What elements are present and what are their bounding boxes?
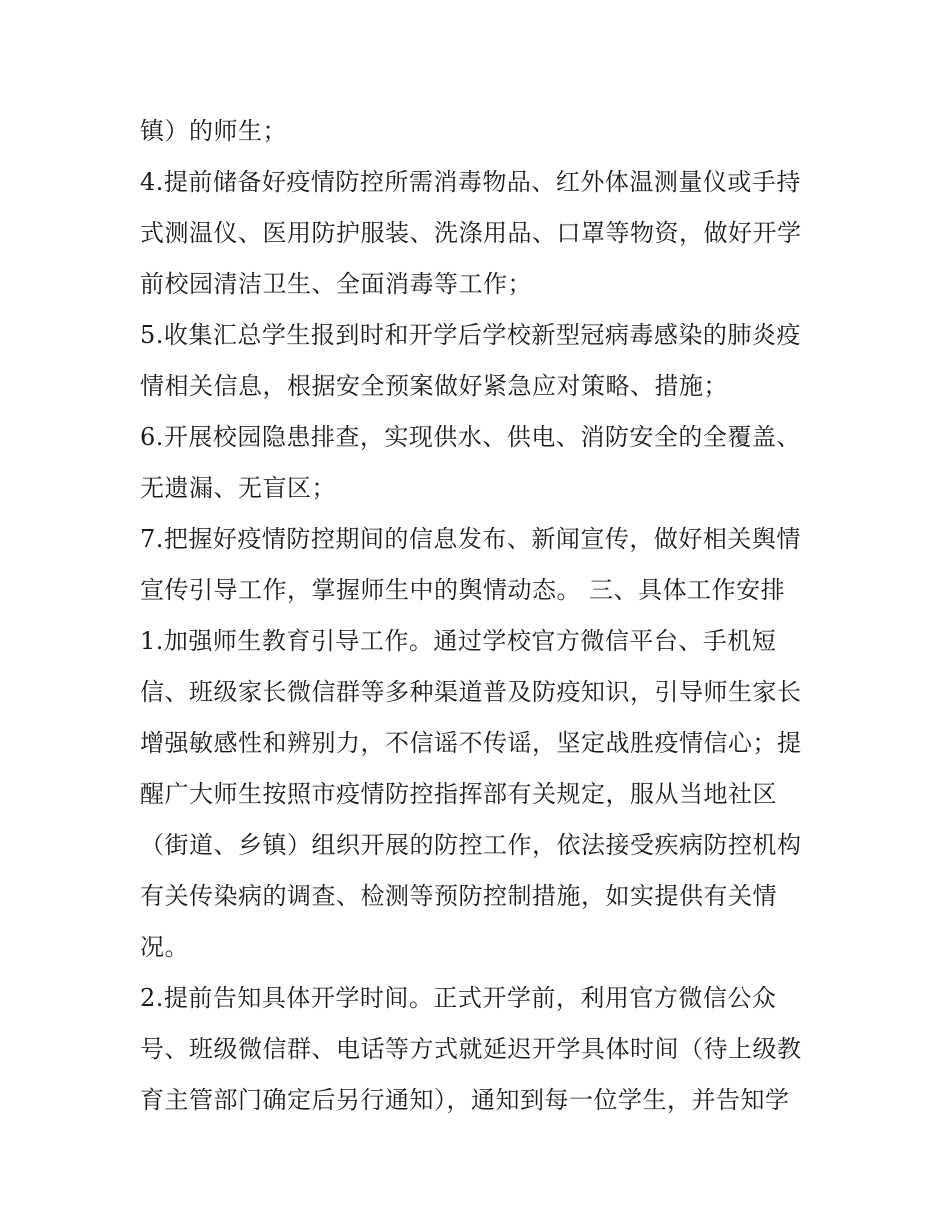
text-line: 况。 (140, 933, 189, 961)
text-line: 式测温仪、医用防护服装、洗涤用品、口罩等物资，做好开学 (140, 219, 802, 247)
text-line: 宣传引导工作，掌握师生中的舆情动态。 三、具体工作安排 (140, 576, 786, 604)
text-line: 信、班级家长微信群等多种渠道普及防疫知识，引导师生家长 (140, 678, 802, 706)
text-line: 2.提前告知具体开学时间。正式开学前，利用官方微信公众 (140, 984, 777, 1012)
text-line: 7.把握好疫情防控期间的信息发布、新闻宣传，做好相关舆情 (140, 525, 801, 553)
text-line: 情相关信息，根据安全预案做好紧急应对策略、措施； (140, 372, 728, 400)
text-line: 育主管部门确定后另行通知），通知到每一位学生，并告知学 (140, 1086, 790, 1114)
document-body (140, 106, 820, 1126)
text-line: 6.开展校园隐患排查，实现供水、供电、消防安全的全覆盖、 (140, 423, 801, 451)
text-line: 4.提前储备好疫情防控所需消毒物品、红外体温测量仪或手持 (140, 168, 801, 196)
text-line: 镇）的师生； (140, 117, 287, 145)
text-line: 增强敏感性和辨别力，不信谣不传谣，坚定战胜疫情信心；提 (140, 729, 802, 757)
text-line: 前校园清洁卫生、全面消毒等工作； (140, 270, 532, 298)
text-line: 醒广大师生按照市疫情防控指挥部有关规定，服从当地社区 (140, 780, 777, 808)
text-line: 号、班级微信群、电话等方式就延迟开学具体时间（待上级教 (140, 1035, 802, 1063)
text-line: 有关传染病的调查、检测等预防控制措施，如实提供有关情 (140, 882, 777, 910)
text-line: 1.加强师生教育引导工作。通过学校官方微信平台、手机短 (140, 627, 777, 655)
text-line: 5.收集汇总学生报到时和开学后学校新型冠病毒感染的肺炎疫 (140, 321, 801, 349)
text-line: （街道、乡镇）组织开展的防控工作，依法接受疾病防控机构 (140, 831, 802, 859)
text-line: 无遗漏、无盲区； (140, 474, 336, 502)
